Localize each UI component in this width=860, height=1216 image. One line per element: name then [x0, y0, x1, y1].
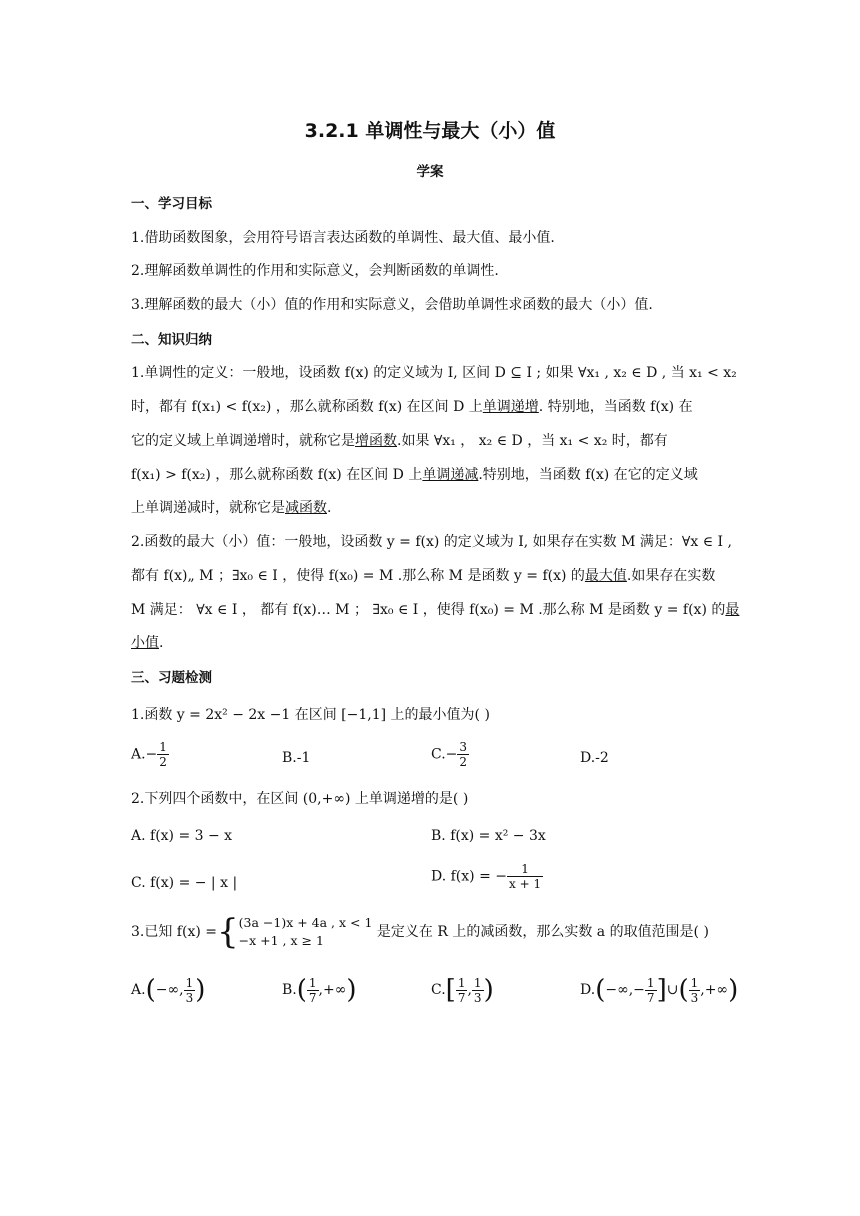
text-span: .如果存在实数 — [626, 568, 716, 584]
section-heading-goals: 一、学习目标 — [131, 196, 212, 212]
case-line: −x +1 , x ≥ 1 — [238, 933, 324, 948]
question-1-option-b: B.-1 — [282, 750, 311, 766]
maxmin-line — [131, 565, 731, 585]
definition-line: 1.单调性的定义：一般地，设函数 f(x) 的定义域为 I, 区间 D ⊆ I ; 如果 ∀x₁ , x₂ ∈ D , 当 x₁ < x₂ — [131, 365, 737, 381]
option-label: B. — [282, 982, 297, 998]
text-span: .特别地，当函数 f(x) 在它的定义域 — [478, 467, 698, 483]
fraction-denominator: 2 — [459, 755, 468, 769]
fraction-denominator: 2 — [159, 755, 167, 769]
text-span: −∞,− — [605, 982, 645, 998]
section-heading-exercises: 三、习题检测 — [131, 670, 212, 686]
question-3-option-a — [131, 975, 205, 1005]
maxmin-line: 2.函数的最大（小）值：一般地，设函数 y = f(x) 的定义域为 I, 如果存在实数 M 满足：∀x ∈ I , — [131, 534, 732, 550]
fraction — [689, 976, 701, 1005]
paren: ) — [195, 975, 206, 1005]
fraction-numerator: 1 — [457, 975, 466, 990]
question-1-option-d: D.-2 — [580, 750, 609, 766]
fraction-denominator: 3 — [473, 990, 482, 1005]
fraction-numerator: 1 — [646, 975, 655, 990]
text-span: −∞, — [155, 982, 184, 998]
question-1-stem: 1.函数 y = 2x² − 2x −1 在区间 [−1,1] 上的最小值为( ) — [131, 707, 490, 723]
option-label: C.− — [431, 746, 458, 763]
text-span: . — [159, 635, 164, 651]
question-2-stem: 2.下列四个函数中，在区间 (0,+∞) 上单调递增的是( ) — [131, 791, 469, 807]
question-1-option-a — [131, 740, 169, 769]
text-span: 都有 f(x)„ M ；∃x₀ ∈ I ，使得 f(x₀) = M .那么称 M 是函数 y = f(x) 的 — [131, 568, 585, 584]
maxmin-line — [131, 599, 740, 619]
definition-line — [131, 497, 731, 517]
fraction-numerator: 3 — [459, 740, 468, 754]
underlined-term: 最大值 — [584, 568, 627, 584]
fraction-denominator: 7 — [646, 990, 655, 1005]
option-label: A.− — [131, 746, 158, 763]
underlined-term: 小值 — [131, 635, 159, 651]
underlined-term: 增函数 — [355, 433, 397, 449]
case-line: (3a −1)x + 4a , x < 1 — [238, 915, 373, 930]
paren: ) — [346, 975, 357, 1005]
goal-item-3: 3.理解函数的最大（小）值的作用和实际意义，会借助单调性求函数的最大（小）值. — [131, 297, 653, 313]
question-2-option-b: B. f(x) = x² − 3x — [431, 828, 546, 844]
maxmin-line — [131, 632, 731, 652]
bracket: ] — [656, 975, 667, 1005]
fraction — [645, 976, 657, 1005]
definition-line — [131, 464, 731, 484]
text-span: , — [467, 982, 472, 998]
text-span: M 满足： ∀x ∈ I ， 都有 f(x)… M ； ∃x₀ ∈ I ，使得 f(x₀) = M .那么称 M 是函数 y = f(x) 的 — [131, 602, 726, 618]
fraction-denominator: 3 — [185, 990, 194, 1005]
paren: ( — [145, 975, 156, 1005]
paren: ( — [296, 975, 307, 1005]
fraction-numerator: 1 — [473, 975, 482, 990]
paren: ( — [678, 975, 689, 1005]
question-2-option-d — [431, 862, 543, 891]
fraction-numerator: 1 — [690, 975, 699, 990]
fraction-numerator: 1 — [185, 975, 194, 990]
union-symbol: ∪ — [666, 982, 679, 998]
fraction-numerator: 1 — [159, 740, 167, 754]
fraction — [472, 976, 484, 1005]
left-brace: { — [217, 912, 239, 952]
underlined-term: 最 — [725, 602, 740, 618]
question-3-option-b — [282, 975, 357, 1005]
option-label: D. f(x) = − — [431, 868, 507, 885]
page-title: 3.2.1 单调性与最大（小）值 — [304, 120, 556, 142]
text-span: 它的定义域上单调递增时，就称它是 — [131, 433, 355, 449]
fraction-numerator: 1 — [507, 862, 543, 877]
paren: ( — [595, 975, 606, 1005]
option-label: C. — [431, 982, 446, 998]
question-2-option-a: A. f(x) = 3 − x — [131, 828, 233, 844]
fraction-denominator: 7 — [457, 990, 466, 1005]
question-3-option-d — [580, 975, 738, 1005]
definition-line — [131, 430, 731, 450]
goal-item-2: 2.理解函数单调性的作用和实际意义，会判断函数的单调性. — [131, 263, 499, 279]
underlined-term: 单调递减 — [422, 467, 479, 483]
fraction — [507, 862, 543, 891]
goal-item-1: 1.借助函数图象，会用符号语言表达函数的单调性、最大值、最小值. — [131, 230, 555, 246]
fraction — [184, 976, 196, 1005]
fraction — [157, 740, 169, 769]
text-span: ,+∞ — [318, 982, 347, 998]
question-3-stem — [131, 912, 709, 952]
fraction — [307, 976, 319, 1005]
text-span: f(x₁) > f(x₂) ，那么就称函数 f(x) 在区间 D 上 — [131, 467, 423, 483]
fraction-denominator: 3 — [690, 990, 699, 1005]
definition-line — [131, 396, 731, 416]
fraction — [457, 740, 469, 769]
text-span: . — [327, 500, 332, 516]
text-span: .如果 ∀x₁ ， x₂ ∈ D ，当 x₁ < x₂ 时，都有 — [397, 433, 668, 449]
bracket: [ — [445, 975, 456, 1005]
text-span: 时，都有 f(x₁) < f(x₂) ，那么就称函数 f(x) 在区间 D 上 — [131, 399, 483, 415]
fraction-denominator: x + 1 — [509, 877, 542, 891]
option-label: D. — [580, 982, 596, 998]
option-label: A. — [131, 982, 146, 998]
underlined-term: 减函数 — [285, 500, 327, 516]
fraction-denominator: 7 — [308, 990, 317, 1005]
question-3-option-c — [431, 975, 494, 1005]
question-2-option-c: C. f(x) = − | x | — [131, 875, 238, 891]
fraction — [456, 976, 468, 1005]
text-span: ,+∞ — [700, 982, 729, 998]
text-span: 是定义在 R 上的减函数，那么实数 a 的取值范围是( ) — [376, 924, 709, 940]
text-span: 3.已知 f(x) = — [131, 924, 217, 940]
section-heading-knowledge: 二、知识归纳 — [131, 332, 212, 348]
fraction-numerator: 1 — [308, 975, 317, 990]
question-1-option-c — [431, 740, 469, 769]
text-span: . 特别地，当函数 f(x) 在 — [538, 399, 693, 415]
paren: ) — [728, 975, 739, 1005]
paren: ) — [483, 975, 494, 1005]
text-span: 上单调递减时，就称它是 — [131, 500, 285, 516]
page-subtitle: 学案 — [416, 164, 444, 180]
piecewise-cases — [239, 914, 373, 950]
underlined-term: 单调递增 — [482, 399, 539, 415]
